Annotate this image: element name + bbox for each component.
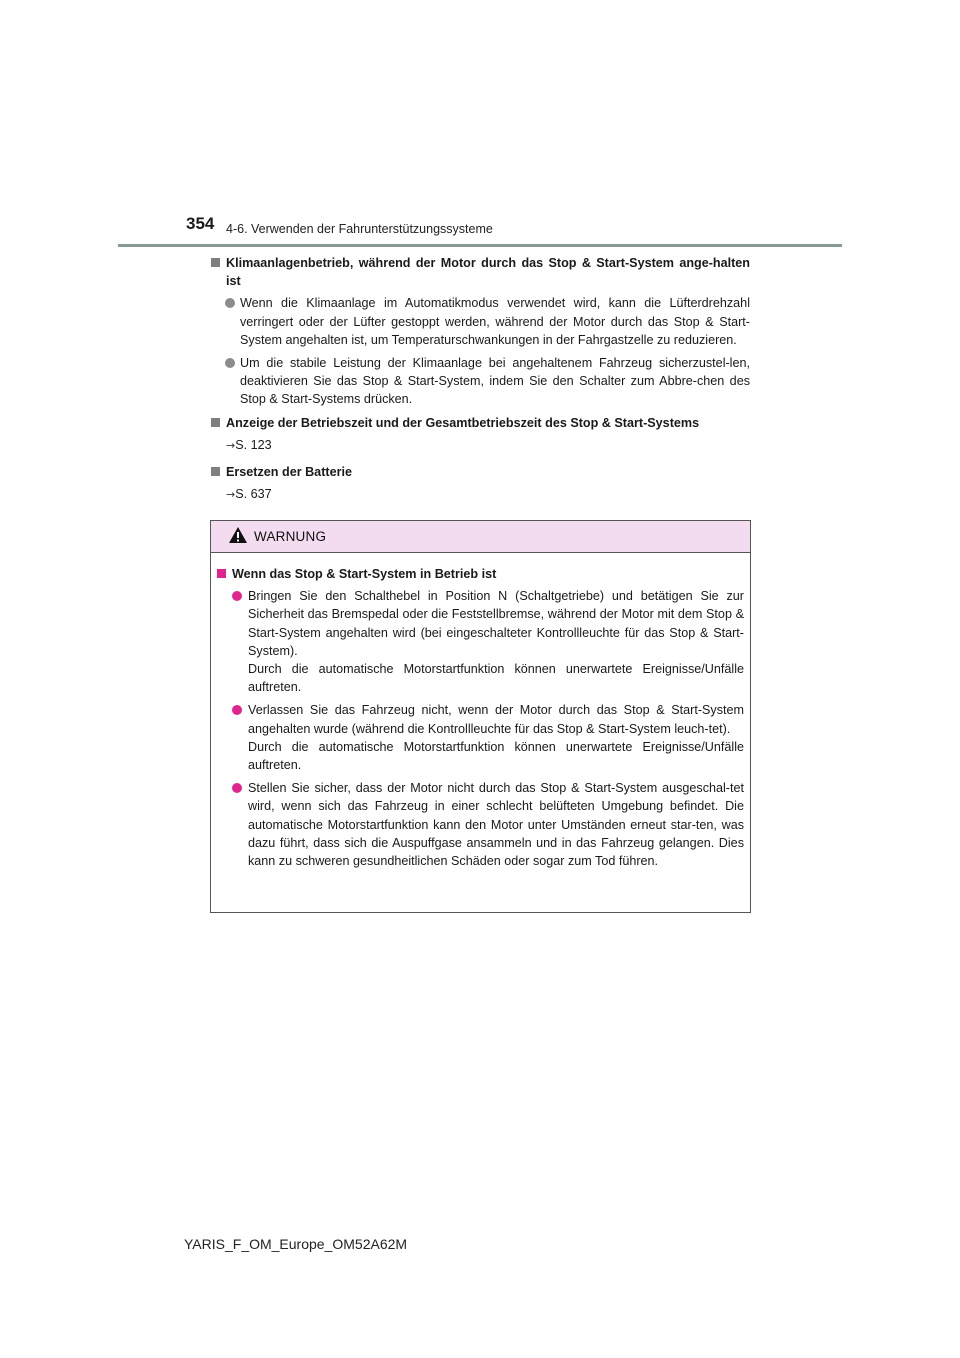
warning-bullet-text: Bringen Sie den Schalthebel in Position N (Schaltgetriebe) und betätigen Sie zur Sicherheit das Bremspedal oder die Feststellbremse, während der Motor mit dem Stop & Start-System angehalten wird (bei eingeschalteter Kontrollleuchte für das Stop & Start-System). bbox=[248, 589, 744, 658]
section-heading: Anzeige der Betriebszeit und der Gesamtbetriebszeit des Stop & Start-Systems bbox=[226, 415, 700, 430]
bullet-text: Wenn die Klimaanlage im Automatikmodus verwendet wird, kann die Lüfterdrehzahl verringert oder der Lüfter gestoppt werden, während der Motor durch das Stop & Start-System angehalten ist, um Temperaturschwankungen in der Fahrgastzelle zu reduzieren. bbox=[240, 296, 750, 347]
arrow-right-icon: → bbox=[226, 438, 236, 452]
warning-bullet-text: Verlassen Sie das Fahrzeug nicht, wenn der Motor durch das Stop & Start-System angehalten wurde (während die Kontrollleuchte für das Stop & Start-System leuch-tet). bbox=[248, 703, 744, 736]
section-square-icon bbox=[211, 418, 220, 427]
page-reference-link[interactable]: S. 123 bbox=[235, 437, 272, 452]
section-operating-time bbox=[211, 414, 750, 455]
warning-bullet-dot-icon bbox=[232, 783, 242, 793]
section-title: 4-6. Verwenden der Fahrunterstützungssysteme bbox=[226, 222, 493, 236]
page-reference-link[interactable]: S. 637 bbox=[235, 487, 272, 502]
bullet-dot-icon bbox=[225, 298, 235, 308]
section-heading: Klimaanlagenbetrieb, während der Motor durch das Stop & Start-System ange-halten ist bbox=[226, 256, 750, 289]
warning-square-icon bbox=[217, 569, 226, 578]
page-number: 354 bbox=[186, 214, 215, 233]
warning-title: WARNUNG bbox=[254, 529, 327, 544]
section-heading: Ersetzen der Batterie bbox=[226, 465, 352, 480]
footer-doc-id: YARIS_F_OM_Europe_OM52A62M bbox=[184, 1236, 408, 1252]
main-content bbox=[211, 254, 750, 512]
section-square-icon bbox=[211, 258, 220, 267]
section-square-icon bbox=[211, 467, 220, 476]
warning-bullet-dot-icon bbox=[232, 591, 242, 601]
warning-body bbox=[211, 553, 750, 870]
bullet-dot-icon bbox=[225, 358, 235, 368]
warning-header bbox=[211, 521, 750, 553]
warning-bullet-text: Stellen Sie sicher, dass der Motor nicht durch das Stop & Start-System ausgeschal-tet wird, wenn sich das Fahrzeug in einer schlecht belüfteten Umgebung befindet. Die automatische Motorstartfunktion kann den Motor unter Umständen erneut star-ten, was dazu führt, dass sich die Auspuffgase ansammeln und in das Fahrzeug gelangen. Dies kann zu schweren gesundheitlichen Schäden oder sogar zum Tod führen. bbox=[248, 781, 744, 869]
section-battery bbox=[211, 463, 750, 504]
warning-bullet-dot-icon bbox=[232, 705, 242, 715]
warning-bullet-note: Durch die automatische Motorstartfunktion können unerwartete Ereignisse/Unfälle auftreten. bbox=[248, 739, 744, 773]
warning-heading: Wenn das Stop & Start-System in Betrieb ist bbox=[232, 567, 497, 581]
warning-bullet-note: Durch die automatische Motorstartfunktion können unerwartete Ereignisse/Unfälle auftreten. bbox=[248, 662, 744, 695]
warning-triangle-icon bbox=[228, 526, 248, 549]
section-climate bbox=[211, 254, 750, 409]
arrow-right-icon: → bbox=[226, 488, 236, 502]
bullet-text: Um die stabile Leistung der Klimaanlage bei angehaltenem Fahrzeug sicherzustel-len, deaktivieren Sie das Stop & Start-System, indem Sie den Schalter zum Abbre-chen des Stop & Start-Systems drücken. bbox=[240, 356, 750, 407]
warning-box bbox=[210, 520, 751, 913]
header-divider bbox=[118, 244, 842, 247]
